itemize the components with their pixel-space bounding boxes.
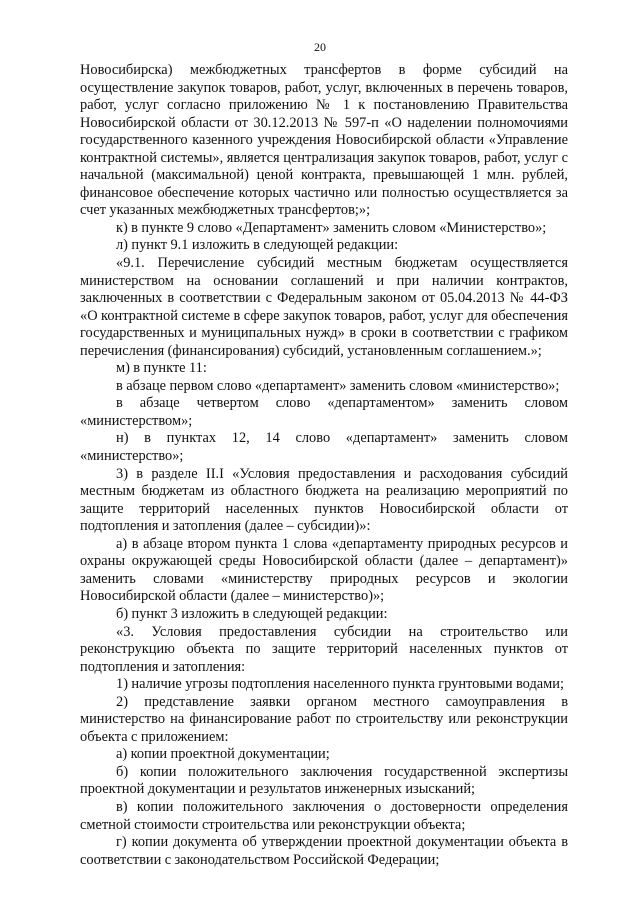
page-number: 20 — [314, 40, 326, 54]
paragraph: м) в пункте 11: — [116, 360, 207, 377]
paragraph: б) копии положительного заключения государственной экспертизы проектной документации и результатов инженерных изысканий; — [80, 763, 568, 798]
paragraph: 3) в разделе II.I «Условия предоставления и расходования субсидий местным бюджетам из областного бюджета на реализацию мероприятий по защите территорий населенных пунктов Новосибирской области от подтопления и затопления (далее – субсидии)»: — [80, 465, 568, 535]
paragraph: а) в абзаце втором пункта 1 слова «департаменту природных ресурсов и охраны окружающей среды Новосибирской области (далее – департамент)» заменить словами «министерству природных ресурсов и экологии Новосибирской области (далее – министерство)»; — [80, 535, 568, 605]
paragraph: н) в пунктах 12, 14 слово «департамент» заменить словом «министерство»; — [80, 430, 568, 465]
paragraph: в) копии положительного заключения о достоверности определения сметной стоимости строительства или реконструкции объекта; — [80, 798, 568, 833]
paragraph: к) в пункте 9 слово «Департамент» заменить словом «Министерство»; — [116, 219, 547, 236]
document-body — [80, 62, 568, 869]
paragraph: в абзаце четвертом слово «департаментом» заменить словом «министерством»; — [80, 395, 568, 429]
paragraph: 2) представление заявки органом местного самоуправления в министерство на финансирование работ по строительству или реконструкции объекта с приложением: — [80, 693, 568, 745]
paragraph: 1) наличие угрозы подтопления населенного пункта грунтовыми водами; — [116, 676, 564, 693]
paragraph: Новосибирска) межбюджетных трансфертов в форме субсидий на осуществление закупок товаров, работ, услуг, включенных в перечень товаров, работ, услуг согласно приложению № 1 к постановлению Правительства Новосибирской области от 30.12.2013 № 597-п «О наделении полномочиями государственного казенного учреждения Новосибирской области «Управление контрактной системы», является централизация закупок товаров, работ, услуг с начальной (максимальной) ценой контракта, превышающей 1 млн. рублей, финансовое обеспечение которых частично или полностью осуществляется за счет указанных межбюджетных трансфертов;»; — [80, 62, 568, 219]
paragraph: г) копии документа об утверждении проектной документации объекта в соответствии с законодательством Российской Федерации; — [80, 834, 568, 868]
paragraph: л) пункт 9.1 изложить в следующей редакции: — [116, 237, 399, 254]
paragraph: «9.1. Перечисление субсидий местным бюджетам осуществляется министерством на основании соглашений и при наличии контрактов, заключенных в соответствии с Федеральным законом от 05.04.2013 № 44-ФЗ «О контрактной системе в сфере закупок товаров, работ, услуг для обеспечения государственных и муниципальных нужд» в сроки в соответствии с графиком перечисления (финансирования) субсидий, установленным соглашением.»; — [80, 255, 568, 359]
paragraph: а) копии проектной документации; — [116, 746, 330, 763]
paragraph: в абзаце первом слово «департамент» заменить словом «министерство»; — [116, 377, 560, 394]
paragraph: «3. Условия предоставления субсидии на строительство или реконструкцию объекта по защите территорий населенных пунктов от подтопления и затопления: — [80, 623, 568, 675]
paragraph: б) пункт 3 изложить в следующей редакции: — [116, 605, 388, 622]
